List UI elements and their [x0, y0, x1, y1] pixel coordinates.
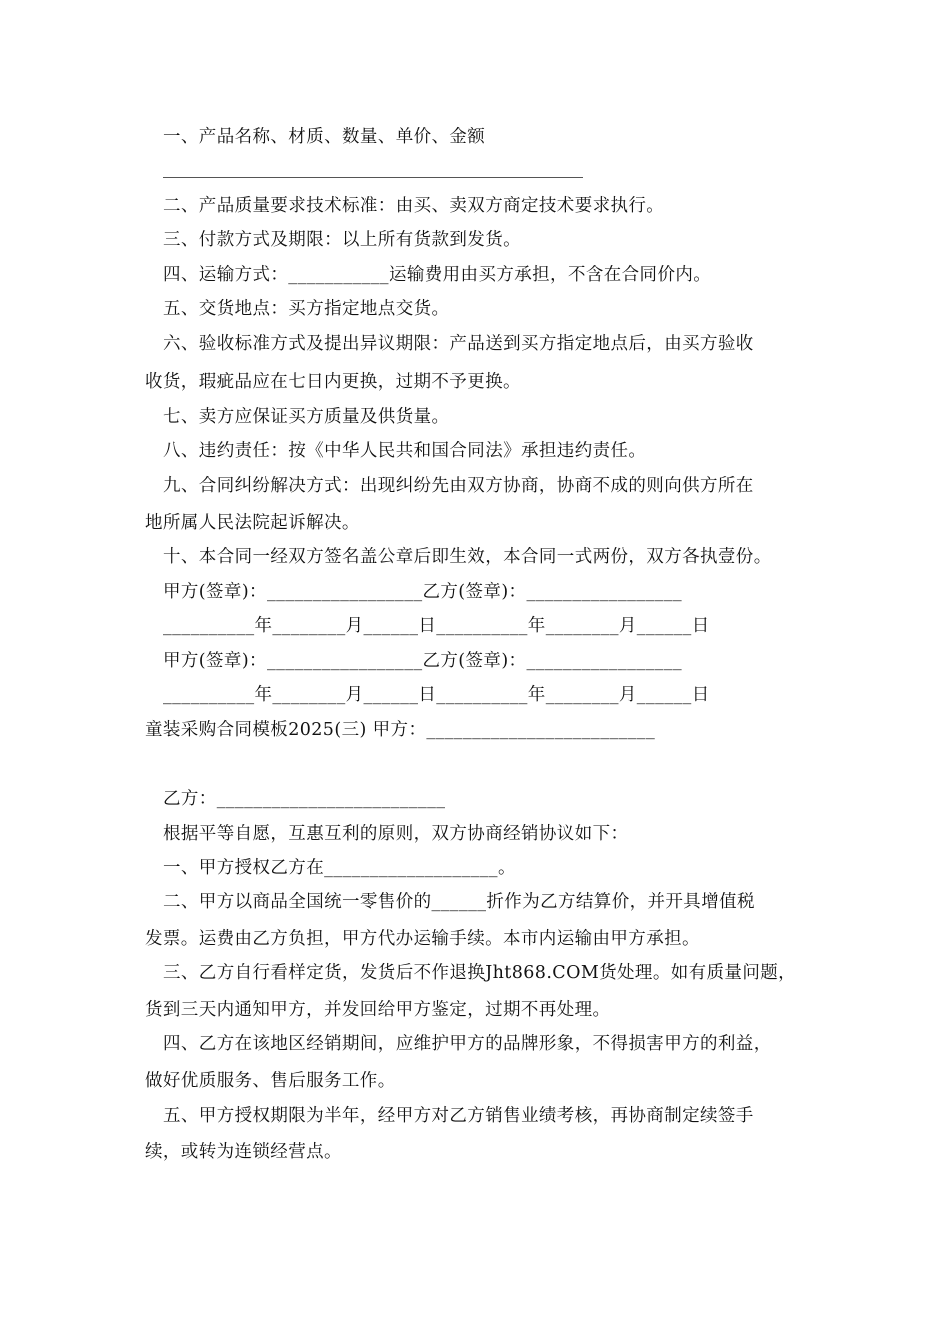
term-3-line-2: 货到三天内通知甲方，并发回给甲方鉴定，过期不再处理。	[145, 1000, 611, 1020]
term-2-line-1: 二、甲方以商品全国统一零售价的______折作为乙方结算价，并开具增值税	[163, 892, 755, 912]
term-3-line-1: 三、乙方自行看样定货，发货后不作退换Jht868.COM货处理。如有质量问题，	[163, 963, 797, 983]
term-4-line-2: 做好优质服务、售后服务工作。	[145, 1071, 396, 1091]
party-b-line: 乙方：_________________________	[163, 789, 446, 809]
date-line-2: __________年________月______日__________年________月______日	[163, 685, 710, 705]
signature-line-2: 甲方(签章)：_________________乙方(签章)：_________________	[163, 651, 683, 671]
clause-2: 二、产品质量要求技术标准：由买、卖双方商定技术要求执行。	[163, 196, 665, 216]
clause-3: 三、付款方式及期限：以上所有货款到发货。	[163, 230, 521, 250]
blank-separator-line	[163, 177, 583, 178]
term-4-line-1: 四、乙方在该地区经销期间，应维护甲方的品牌形象，不得损害甲方的利益，	[163, 1034, 772, 1054]
clause-7: 七、卖方应保证买方质量及供货量。	[163, 407, 450, 427]
section-title-party-a: 童装采购合同模板2025(三) 甲方：_________________________	[145, 720, 656, 740]
term-5-line-2: 续，或转为连锁经营点。	[145, 1142, 342, 1162]
clause-9-line-2: 地所属人民法院起诉解决。	[145, 513, 360, 533]
clause-10: 十、本合同一经双方签名盖公章后即生效，本合同一式两份，双方各执壹份。	[163, 547, 772, 567]
clause-6-line-1: 六、验收标准方式及提出异议期限：产品送到买方指定地点后，由买方验收	[163, 334, 754, 354]
clause-4: 四、运输方式：___________运输费用由买方承担，不含在合同价内。	[163, 265, 712, 285]
term-5-line-1: 五、甲方授权期限为半年，经甲方对乙方销售业绩考核，再协商制定续签手	[163, 1106, 754, 1126]
clause-5: 五、交货地点：买方指定地点交货。	[163, 299, 450, 319]
date-line-1: __________年________月______日__________年________月______日	[163, 616, 710, 636]
clause-8: 八、违约责任：按《中华人民共和国合同法》承担违约责任。	[163, 441, 647, 461]
agreement-intro: 根据平等自愿，互惠互利的原则，双方协商经销协议如下：	[163, 824, 629, 844]
clause-9-line-1: 九、合同纠纷解决方式：出现纠纷先由双方协商，协商不成的则向供方所在	[163, 476, 754, 496]
term-1: 一、甲方授权乙方在___________________。	[163, 858, 516, 878]
clause-6-line-2: 收货，瑕疵品应在七日内更换，过期不予更换。	[145, 372, 521, 392]
signature-line-1: 甲方(签章)：_________________乙方(签章)：_________________	[163, 582, 683, 602]
clause-1-title: 一、产品名称、材质、数量、单价、金额	[163, 127, 486, 147]
term-2-line-2: 发票。运费由乙方负担，甲方代办运输手续。本市内运输由甲方承担。	[145, 929, 700, 949]
